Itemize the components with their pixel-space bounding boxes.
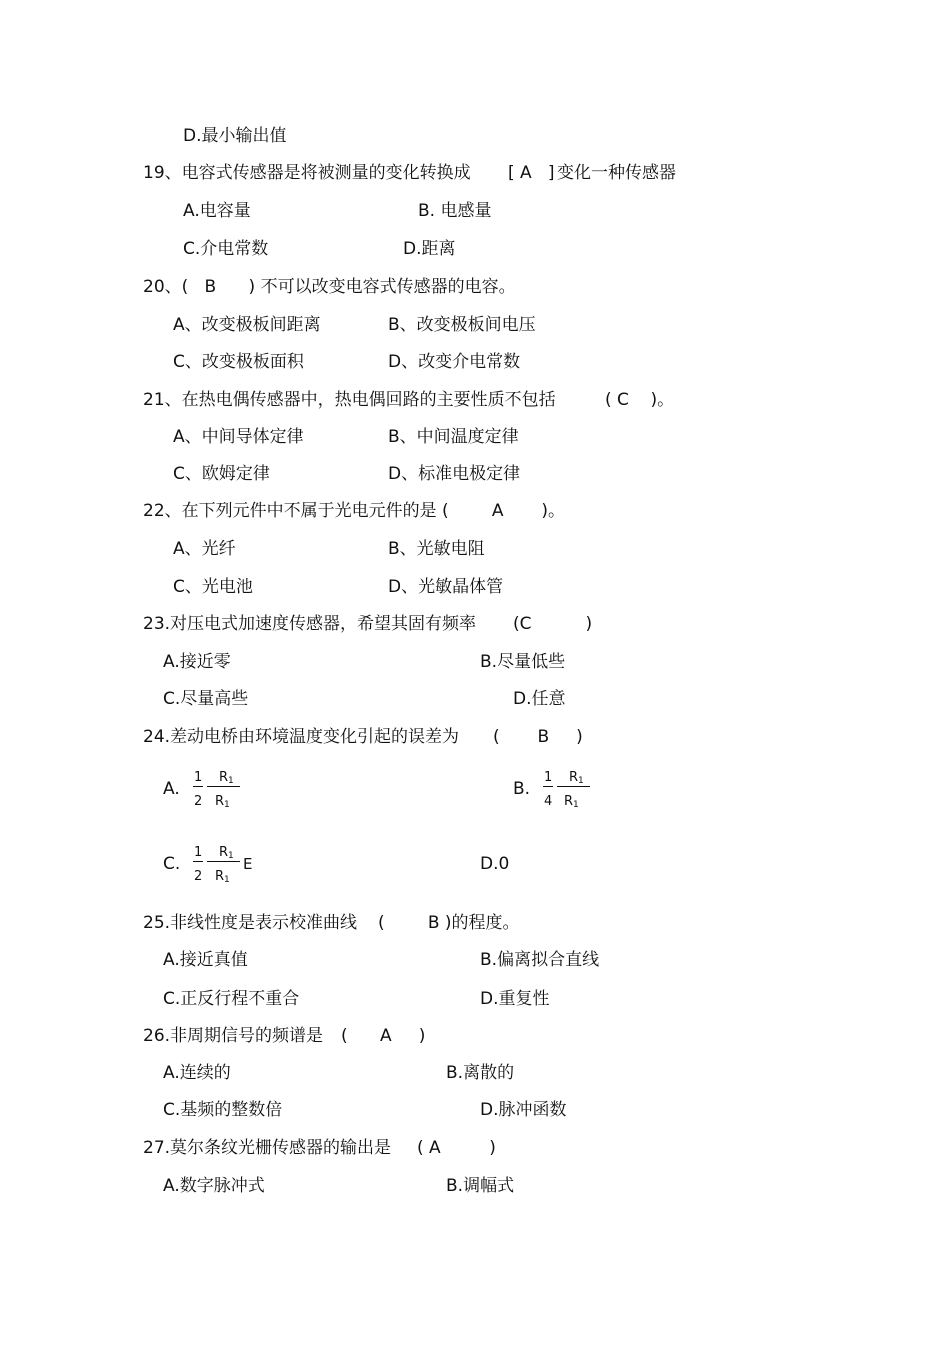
q19-answer: [ A ] xyxy=(508,163,555,183)
q24-c-suffix: E xyxy=(243,855,253,873)
q23-answer: (C ) xyxy=(513,614,593,634)
q19-option-d: D.距离 xyxy=(403,239,456,259)
q26-option-d: D.脉冲函数 xyxy=(480,1100,567,1120)
q25-answer: ( B )的程度。 xyxy=(378,913,520,933)
q23-stem: 23.对压电式加速度传感器，希望其固有频率 xyxy=(143,614,477,634)
q24-answer: ( B ) xyxy=(493,727,583,747)
q24-b-den: $R_1$ xyxy=(564,794,579,810)
q21-stem: 21、在热电偶传感器中，热电偶回路的主要性质不包括 xyxy=(143,390,556,410)
q27-option-b: B.调幅式 xyxy=(446,1176,515,1196)
q23-option-a: A.接近零 xyxy=(163,652,231,672)
q23-option-c: C.尽量高些 xyxy=(163,689,249,709)
q19-option-c: C.介电常数 xyxy=(183,239,269,259)
q18-option-d: D.最小输出值 xyxy=(183,126,287,146)
q24-a-fraction-bar xyxy=(207,786,240,787)
q27-answer: ( A ) xyxy=(417,1138,496,1158)
q24-c-den: $R_1$ xyxy=(215,869,230,885)
q22-option-b: B、光敏电阻 xyxy=(388,539,485,559)
q24-c-coef-bar xyxy=(193,861,203,862)
q24-a-num: $R_1$ xyxy=(219,770,234,786)
q22-option-a: A、光纤 xyxy=(173,539,236,559)
q24-b-num: $R_1$ xyxy=(569,770,584,786)
q24-option-a-label: A. xyxy=(163,779,180,799)
q25-stem: 25.非线性度是表示校准曲线 xyxy=(143,913,358,933)
q22-stem: 22、在下列元件中不属于光电元件的是 ( A )。 xyxy=(143,501,565,521)
q26-option-c: C.基频的整数倍 xyxy=(163,1100,283,1120)
q20-option-a: A、改变极板间距离 xyxy=(173,315,321,335)
q24-c-fraction-bar xyxy=(207,861,240,862)
q26-option-b: B.离散的 xyxy=(446,1063,515,1083)
q24-a-coef-num: 1 xyxy=(194,770,203,785)
q24-a-den: $R_1$ xyxy=(215,794,230,810)
q27-stem: 27.莫尔条纹光栅传感器的输出是 xyxy=(143,1138,392,1158)
q24-a-coef-bar xyxy=(193,786,203,787)
q27-option-a: A.数字脉冲式 xyxy=(163,1176,265,1196)
q23-option-d: D.任意 xyxy=(513,689,566,709)
q26-stem: 26.非周期信号的频谱是 xyxy=(143,1026,324,1046)
q20-option-d: D、改变介电常数 xyxy=(388,352,521,372)
q24-c-num: $R_1$ xyxy=(219,845,234,861)
q19-option-a: A.电容量 xyxy=(183,201,251,221)
q24-b-coef-bar xyxy=(543,786,553,787)
q24-b-coef-den: 4 xyxy=(544,794,553,809)
q21-option-b: B、中间温度定律 xyxy=(388,427,519,447)
q25-option-c: C.正反行程不重合 xyxy=(163,989,300,1009)
q20-stem: 20、( B ) 不可以改变电容式传感器的电容。 xyxy=(143,277,516,297)
q25-option-d: D.重复性 xyxy=(480,989,550,1009)
q23-option-b: B.尽量低些 xyxy=(480,652,566,672)
q24-b-fraction-bar xyxy=(557,786,590,787)
q21-answer: ( C )。 xyxy=(605,390,675,410)
q25-option-b: B.偏离拟合直线 xyxy=(480,950,600,970)
q22-option-d: D、光敏晶体管 xyxy=(388,577,504,597)
q24-a-coef-den: 2 xyxy=(194,794,203,809)
q24-stem: 24.差动电桥由环境温度变化引起的误差为 xyxy=(143,727,460,747)
q21-option-a: A、中间导体定律 xyxy=(173,427,304,447)
q20-option-c: C、改变极板面积 xyxy=(173,352,304,372)
q24-option-d: D.0 xyxy=(480,854,510,874)
q22-option-c: C、光电池 xyxy=(173,577,253,597)
q19-stem: 19、电容式传感器是将被测量的变化转换成 xyxy=(143,163,471,183)
q24-b-coef-num: 1 xyxy=(544,770,553,785)
q19-stem-tail: 变化一种传感器 xyxy=(557,163,676,183)
q24-option-c-label: C. xyxy=(163,854,181,874)
q21-option-c: C、欧姆定律 xyxy=(173,464,270,484)
q24-c-coef-num: 1 xyxy=(194,845,203,860)
q24-c-coef-den: 2 xyxy=(194,869,203,884)
q19-option-b: B. 电感量 xyxy=(418,201,492,221)
q26-option-a: A.连续的 xyxy=(163,1063,231,1083)
q25-option-a: A.接近真值 xyxy=(163,950,248,970)
q21-option-d: D、标准电极定律 xyxy=(388,464,521,484)
q26-answer: ( A ) xyxy=(341,1026,426,1046)
q20-option-b: B、改变极板间电压 xyxy=(388,315,536,335)
q24-option-b-label: B. xyxy=(513,779,531,799)
